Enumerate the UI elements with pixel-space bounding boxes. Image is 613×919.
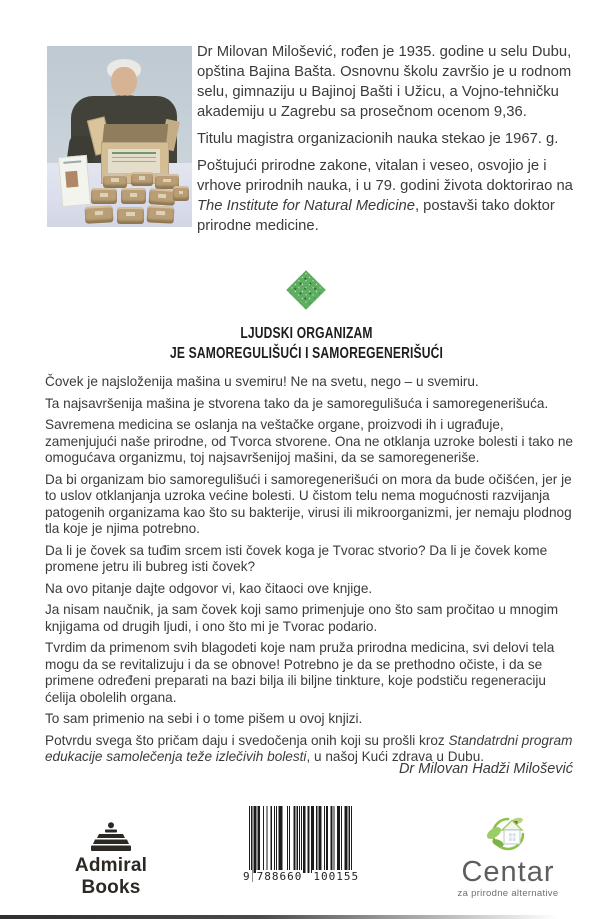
- centar-name: Centar: [461, 856, 555, 888]
- diamond-ornament-icon: [286, 270, 326, 310]
- back-cover-title: [67, 324, 545, 364]
- author-signature: Dr Milovan Hadži Milošević: [398, 761, 573, 777]
- photo-box-label: [108, 149, 160, 173]
- body-paragraph: To sam primenio na sebi i o tome pišem u ovoj knjizi.: [45, 711, 363, 726]
- body-text-segment: , u našoj Kući zdrava u Dubu.: [306, 749, 485, 764]
- admiral-books-logo: [43, 822, 179, 899]
- body-italic-program: Standatrdni program edukacije samolečenja teže izlečivih bolesti: [45, 732, 573, 764]
- author-photo: [47, 46, 192, 227]
- isbn-barcode: [243, 806, 360, 892]
- photo-package: [103, 174, 127, 188]
- photo-package: [131, 172, 153, 186]
- admiral-books-icon: [88, 822, 134, 852]
- bio-text: , postavši tako doktor prirodne medicine.: [197, 198, 555, 234]
- bio-italic-institute: The Institute for Natural Medicine: [197, 198, 415, 214]
- photo-package: [85, 205, 114, 223]
- centar-logo: [450, 813, 566, 899]
- barcode-digit-group: 9: [243, 870, 251, 883]
- barcode-digit-group: 788660: [256, 870, 303, 883]
- body-paragraph: Da li je čovek sa tuđim srcem isti čovek koga je Tvorac stvorio? Da li je čovek kome promene jetru ili bubreg isti čovek?: [45, 542, 548, 574]
- photo-package: [91, 188, 117, 204]
- photo-man-face: [111, 67, 137, 97]
- title-line-2: JE SAMOREGULIŠUĆI I SAMOREGENERIŠUĆI: [170, 345, 443, 362]
- photo-package: [121, 188, 146, 204]
- barcode-digits: [242, 870, 360, 883]
- bio-paragraph: [197, 156, 579, 236]
- body-text-segment: Potvrdu svega što pričam daju i svedočenja onih koji su prošli kroz: [45, 732, 449, 748]
- scan-edge-artifact: [0, 915, 575, 919]
- photo-package: [147, 205, 175, 223]
- body-paragraph: Čovek je najsloženija mašina u svemiru! Ne na svetu, nego – u svemiru.: [45, 374, 479, 389]
- body-paragraph: Tvrdim da primenom svih blagodeti koje nam pruža prirodna medicina, svi delovi tela mogu da se revitalizuju i da se obnove! Potrebno je da se prethodno očiste, i da se primene određeni preparati na bazi bilja ili biljne tinkture, koje podstiču regeneraciju ćelija obolelih organa.: [45, 640, 555, 705]
- centar-subtitle: za prirodne alternative: [457, 888, 559, 899]
- bio-paragraph: Titulu magistra organizacionih nauka stekao je 1967. g.: [197, 131, 559, 147]
- barcode-digit-group: 100155: [313, 870, 360, 883]
- centar-house-icon: [483, 813, 533, 855]
- title-line-1: LJUDSKI ORGANIZAM: [240, 325, 373, 342]
- photo-package: [173, 186, 189, 201]
- body-paragraph: Savremena medicina se oslanja na veštačke organe, proizvodi ih i ugrađuje, zamenjujući naše prirodne, od Tvorca stvorene. Ona ne otklanja uzroke bolesti i tako ne omogućava organizmu, toj najsavršenijoj mašini, da se samoregeneriše.: [45, 417, 573, 465]
- author-bio: [197, 42, 579, 243]
- bio-paragraph: Dr Milovan Milošević, rođen je 1935. godine u selu Dubu, opština Bajina Bašta. Osnovnu školu završio je u rodnom selu, gimnaziju u Bajinoj Bašti i Užicu, a Vojno-tehničku akademiju u Zagrebu sa prosečnom ocenom 9,36.: [197, 44, 572, 120]
- body-text: [45, 374, 573, 771]
- body-paragraph: Ja nisam naučnik, ja sam čovek koji samo primenjuje ono što sam pročitao u mnogim knjigama od drugih ljudi, i ono što mi je Tvorac podario.: [45, 602, 559, 634]
- photo-booklet: [58, 155, 91, 207]
- photo-package: [148, 188, 175, 206]
- admiral-books-label: Admiral Books: [74, 855, 148, 898]
- body-paragraph: Ta najsavršenija mašina je stvorena tako da je samoregulišuća i samoregenerišuća.: [45, 395, 549, 411]
- body-paragraph: Na ovo pitanje dajte odgovor vi, kao čitaoci ove knjige.: [45, 580, 373, 596]
- body-paragraph: Da bi organizam bio samoregulišući i samoregenerišući on mora da bude očišćen, jer je to uslov otklanjanja uzroka većine bolesti. U čistom telu nema mogućnosti razvijanja patogenih organizama kao što su bakterije, virusi ili mikroorganizmi, jer nemaju plodnog tla koje je njima potrebno.: [45, 471, 572, 536]
- bio-text: Poštujući prirodne zakone, vitalan i veseo, osvojio je i vrhove prirodnih nauka, i u 79. godini života doktorirao na: [197, 158, 573, 194]
- photo-package: [117, 207, 144, 224]
